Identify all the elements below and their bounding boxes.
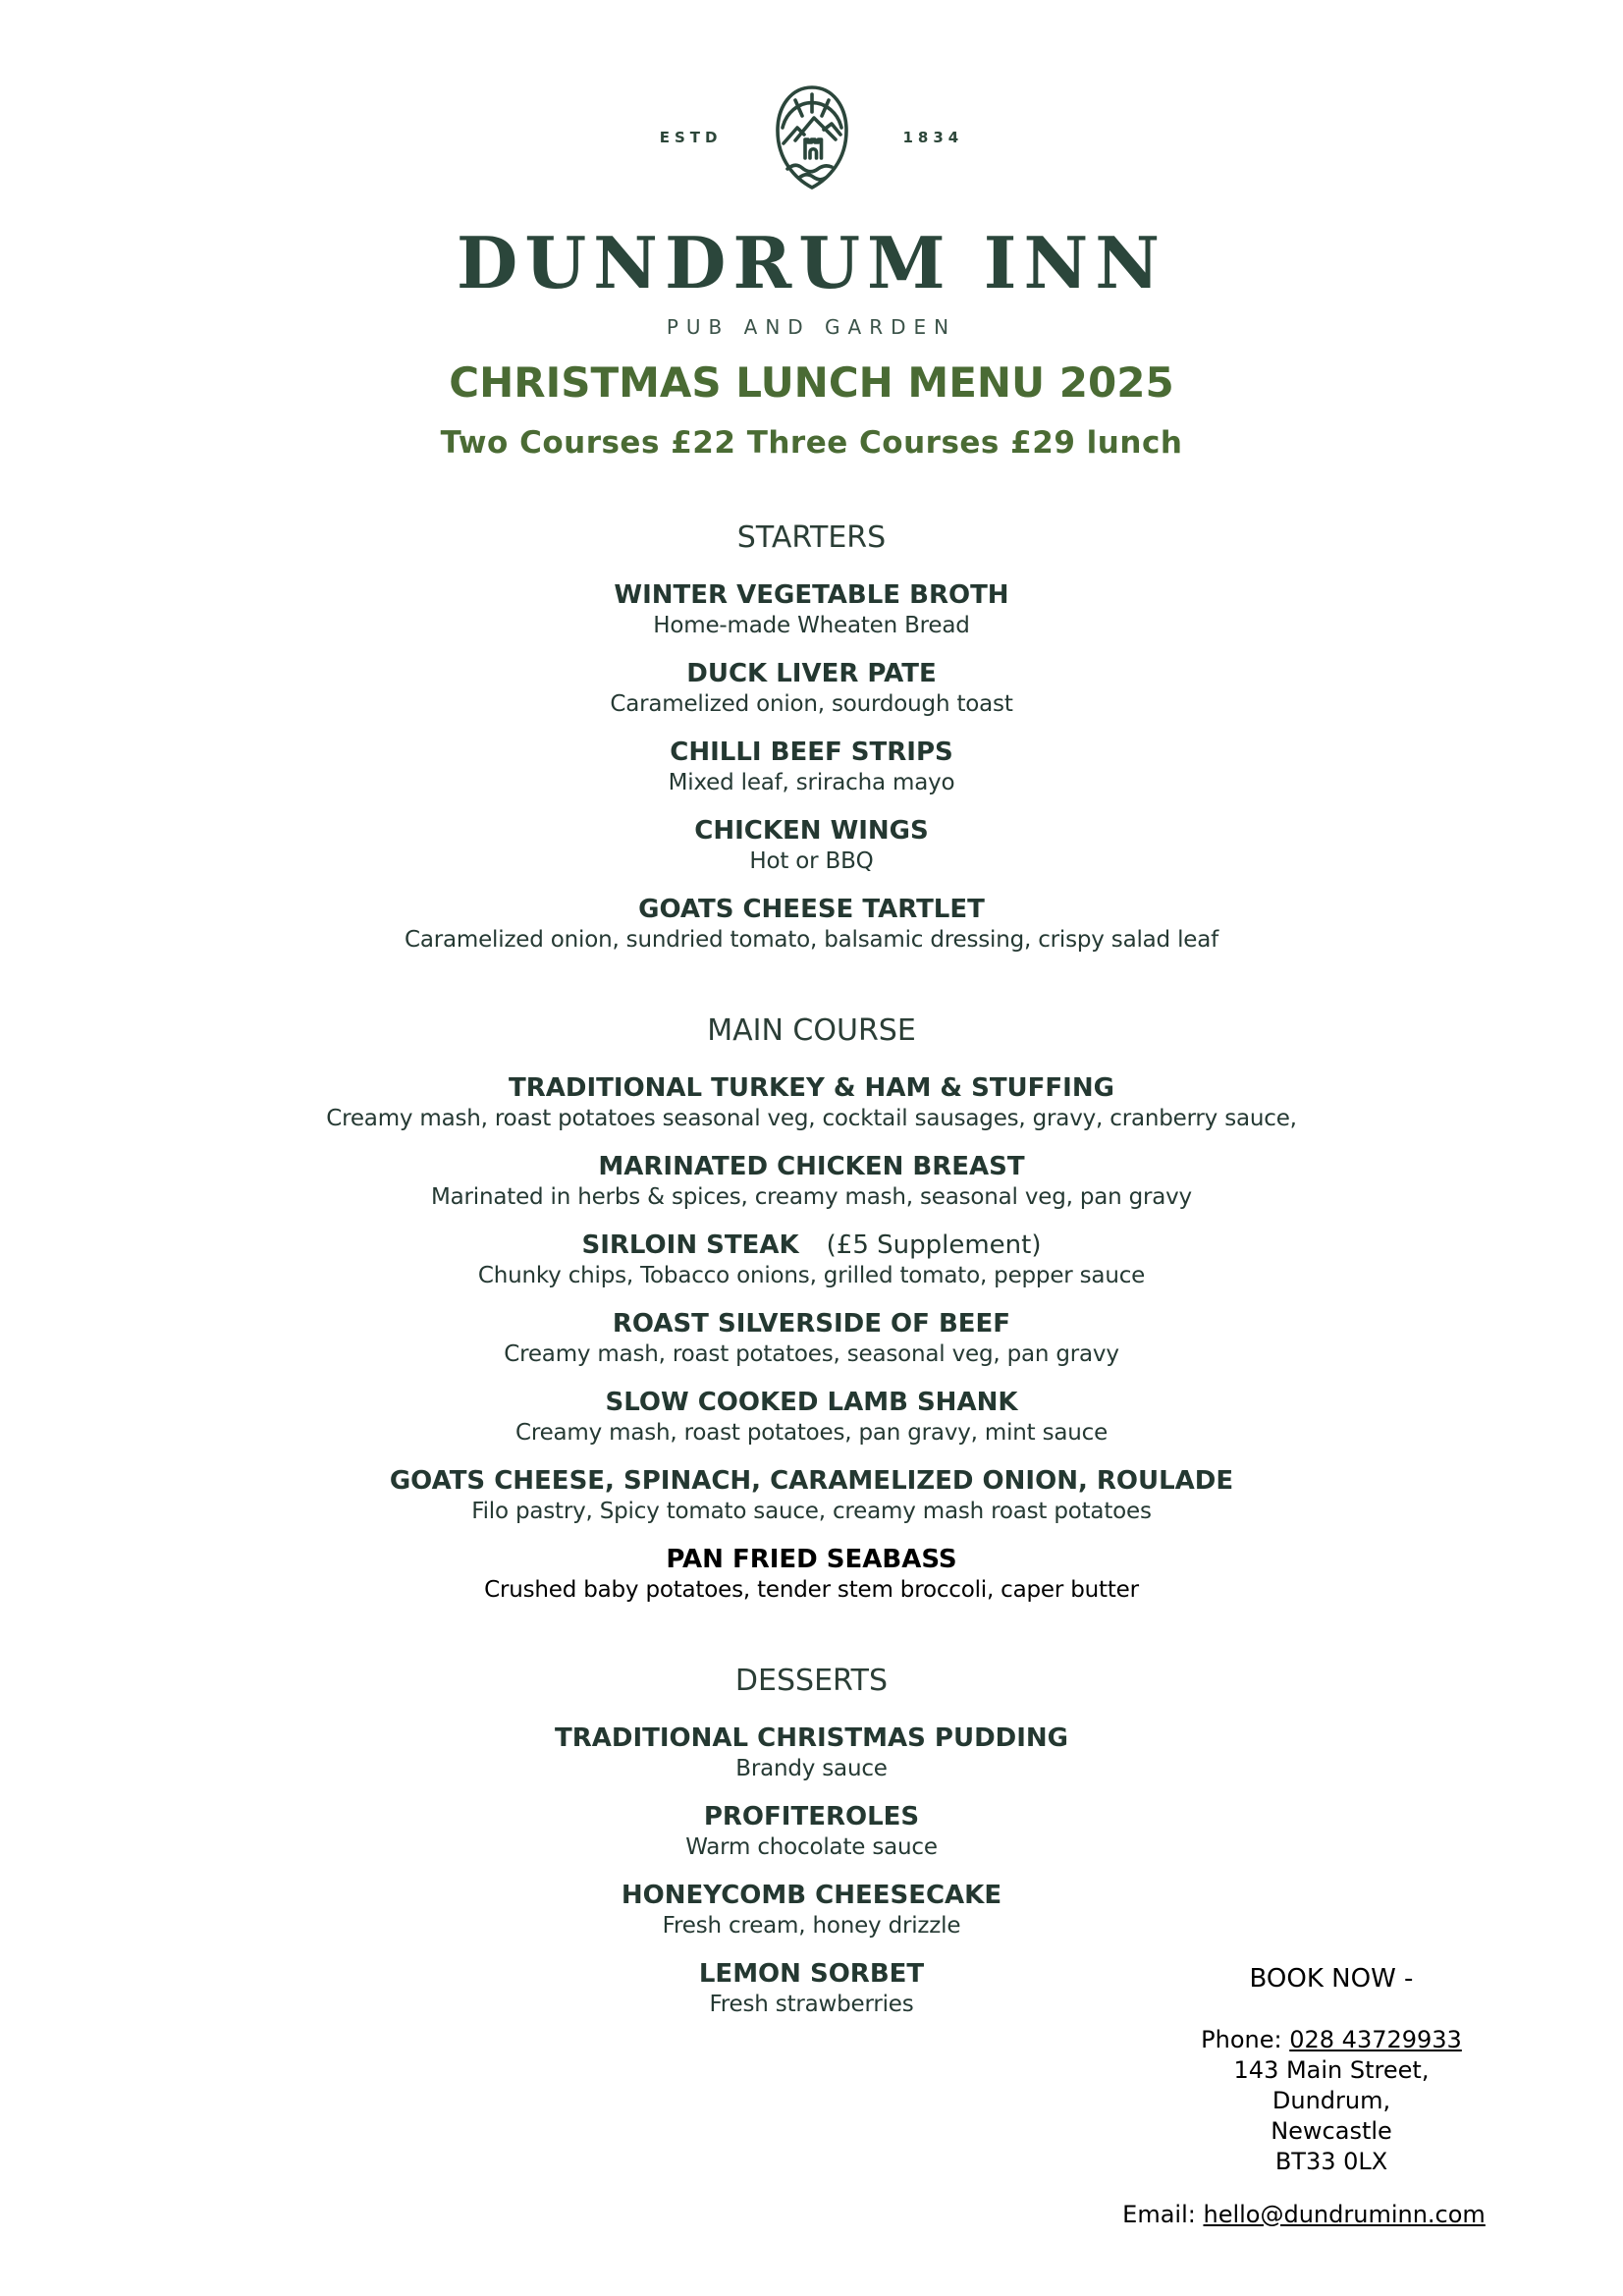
- menu-item-description: Hot or BBQ: [749, 848, 874, 874]
- menu-item: [184, 1465, 1440, 1526]
- brand-tagline: PUB AND GARDEN: [666, 315, 957, 339]
- menu-pricing: Two Courses £22 Three Courses £29 lunch: [440, 425, 1183, 461]
- address-line: Dundrum,: [1271, 2087, 1391, 2114]
- menu-item-name: MARINATED CHICKEN BREAST: [598, 1152, 1025, 1181]
- menu-item-description: Filo pastry, Spicy tomato sauce, creamy mash roast potatoes: [471, 1499, 1152, 1524]
- section-items: [184, 579, 1440, 955]
- menu-item: [184, 1072, 1440, 1133]
- menu-section: [184, 1013, 1440, 1605]
- section-heading: MAIN COURSE: [707, 1013, 916, 1048]
- address-line: BT33 0LX: [1274, 2148, 1388, 2175]
- phone-line: [1119, 2025, 1543, 2055]
- menu-item-description: Fresh strawberries: [709, 1992, 914, 2017]
- phone-label: Phone:: [1201, 2026, 1282, 2053]
- address-line: 143 Main Street,: [1233, 2056, 1430, 2084]
- menu-item-description: Creamy mash, roast potatoes, seasonal veg, pan gravy: [504, 1341, 1119, 1367]
- menu-item-description: Chunky chips, Tobacco onions, grilled tomato, pepper sauce: [477, 1263, 1146, 1288]
- menu-item: [184, 815, 1440, 876]
- menu-item-name: SLOW COOKED LAMB SHANK: [605, 1388, 1018, 1417]
- menu-item-name: TRADITIONAL CHRISTMAS PUDDING: [554, 1723, 1069, 1753]
- year-label: 1834: [902, 129, 964, 146]
- menu-item: [184, 1880, 1440, 1941]
- email-link[interactable]: hello@dundruminn.com: [1203, 2201, 1486, 2228]
- menu-item: [184, 1722, 1440, 1783]
- menu-item: [184, 737, 1440, 797]
- menu-item-description: Crushed baby potatoes, tender stem broccoli, caper butter: [484, 1577, 1139, 1603]
- menu-item-name: PROFITEROLES: [703, 1802, 920, 1831]
- logo-estd-row: [0, 82, 1623, 192]
- menu-item-name: TRADITIONAL TURKEY & HAM & STUFFING: [509, 1073, 1114, 1103]
- brand-wordmark: DUNDRUM INN: [456, 221, 1167, 304]
- menu-item: [184, 1544, 1440, 1605]
- email-label: Email:: [1122, 2201, 1196, 2228]
- menu-title: CHRISTMAS LUNCH MENU 2025: [449, 358, 1174, 407]
- estd-label: ESTD: [659, 129, 723, 146]
- menu-item-name: GOATS CHEESE, SPINACH, CARAMELIZED ONION, ROULADE: [389, 1466, 1234, 1496]
- menu-item-name: GOATS CHEESE TARTLET: [638, 895, 985, 924]
- menu-item-description: Warm chocolate sauce: [685, 1834, 938, 1860]
- menu-item-supplement: (£5 Supplement): [826, 1230, 1042, 1260]
- menu-item-description: Fresh cream, honey drizzle: [662, 1913, 961, 1939]
- section-items: [184, 1072, 1440, 1605]
- menu-item-name: SIRLOIN STEAK (£5 Supplement): [581, 1230, 1042, 1260]
- menu-sections: [184, 520, 1440, 2019]
- section-heading: DESSERTS: [734, 1664, 889, 1698]
- menu-item-name: WINTER VEGETABLE BROTH: [614, 580, 1009, 610]
- menu-item: [184, 1151, 1440, 1212]
- book-now-label: BOOK NOW -: [1249, 1964, 1414, 1994]
- menu-item-description: Creamy mash, roast potatoes, pan gravy, mint sauce: [514, 1420, 1109, 1446]
- address-lines: [1119, 2055, 1543, 2177]
- menu-item-name: CHICKEN WINGS: [694, 816, 929, 846]
- menu-item-name: PAN FRIED SEABASS: [666, 1545, 957, 1574]
- menu-item: [184, 1387, 1440, 1448]
- menu-section: [184, 520, 1440, 955]
- menu-item-name: LEMON SORBET: [698, 1959, 925, 1989]
- menu-item-description: Marinated in herbs & spices, creamy mash, seasonal veg, pan gravy: [431, 1184, 1192, 1210]
- menu-item-name: ROAST SILVERSIDE OF BEEF: [612, 1309, 1011, 1339]
- menu-item: [184, 658, 1440, 719]
- phone-link[interactable]: 028 43729933: [1289, 2026, 1462, 2053]
- contact-block: [1119, 1964, 1543, 2177]
- section-heading: STARTERS: [736, 520, 887, 555]
- address-line: Newcastle: [1271, 2117, 1392, 2145]
- crest-icon: [773, 83, 851, 191]
- email-line: [1073, 2200, 1535, 2229]
- menu-item: [184, 579, 1440, 640]
- menu-item-description: Caramelized onion, sundried tomato, balsamic dressing, crispy salad leaf: [405, 927, 1218, 953]
- menu-item: [184, 894, 1440, 955]
- menu-item-name: HONEYCOMB CHEESECAKE: [621, 1881, 1002, 1910]
- menu-item-description: Home-made Wheaten Bread: [653, 613, 970, 638]
- menu-item-name: DUCK LIVER PATE: [686, 659, 937, 688]
- menu-item-description: Creamy mash, roast potatoes seasonal veg, cocktail sausages, gravy, cranberry sauce,: [326, 1106, 1297, 1131]
- menu-item: [184, 1801, 1440, 1862]
- menu-item-description: Brandy sauce: [735, 1756, 888, 1781]
- menu-item-description: Caramelized onion, sourdough toast: [610, 691, 1013, 717]
- menu-header: [0, 0, 1623, 462]
- menu-item: [184, 1308, 1440, 1369]
- menu-item-name: CHILLI BEEF STRIPS: [670, 738, 953, 767]
- menu-item: [184, 1230, 1440, 1290]
- menu-item-description: Mixed leaf, sriracha mayo: [668, 770, 955, 795]
